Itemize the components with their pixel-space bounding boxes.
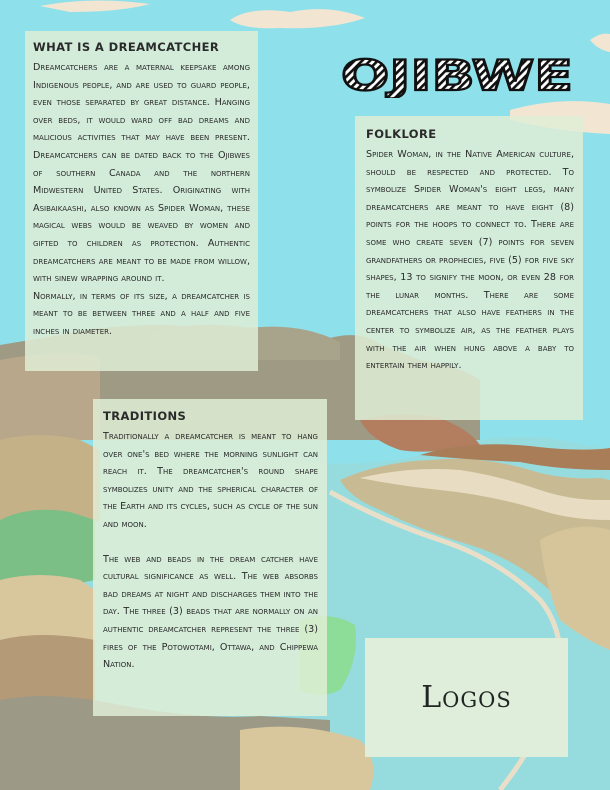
section-body: Traditionally a dreamcatcher is meant to hang over one's bed where the morning sunlight can reach it. The dreamcatcher's round shape symbolizes unity and the spherical character of the Earth and its cycles, such as cycle of the sun and moon. bbox=[103, 431, 318, 530]
section-heading: FOLKLORE bbox=[366, 127, 437, 141]
logos-panel bbox=[365, 638, 568, 757]
svg-text:OJIBWE: OJIBWE bbox=[341, 52, 573, 98]
section-body: The web and beads in the dream catcher have cultural significance as well. The web absorbs bad dreams at night and discharges them into the day. The three (3) beads that are normally on an authentic dreamcatcher represent the three (3) fires of the Potowotami, Ottawa, and Chippewa Nation. bbox=[103, 553, 318, 671]
folklore-panel bbox=[355, 116, 583, 420]
section-body: Normally, in terms of its size, a dreamcatcher is meant to be between three and a half and five inches in diameter. bbox=[33, 290, 250, 337]
section-heading: WHAT IS A DREAMCATCHER bbox=[33, 40, 220, 54]
section-heading: TRADITIONS bbox=[103, 409, 187, 423]
title-ojibwe bbox=[338, 52, 576, 98]
section-body: Dreamcatchers are a maternal keepsake among Indigenous people, and are used to guard people, even those separated by great distance. Hanging over beds, it would ward off bad dreams and malicious activities that may have been present. Dreamcatchers can be dated back to the Ojibwes of southern Canada and the northern Midwestern United States. Originating with Asibaikaashi, also known as Spider Woman, these magical webs would be weaved by women and gifted to children as protection. Authentic dreamcatchers are meant to be made from willow, with sinew wrapping around it. bbox=[33, 62, 250, 285]
hill bbox=[0, 575, 95, 645]
traditions-panel bbox=[93, 399, 327, 716]
logos-label: Logos bbox=[421, 680, 512, 715]
title-block bbox=[338, 52, 576, 98]
what-is-dreamcatcher-panel bbox=[25, 31, 258, 371]
section-body: Spider Woman, in the Native American culture, should be respected and protected. To symbolize Spider Woman's eight legs, many dreamcatchers are meant to have eight (8) points for the hoops to connect to. There are some who create seven (7) points for seven grandfathers or prophecies, five (5) for five sky shapes, 13 to signify the moon, or even 28 for the lunar months. There are some dreamcatchers that also have feathers in the center to symbolize air, as the feather plays with the air when hung above a baby to entertain them happily. bbox=[366, 149, 574, 372]
